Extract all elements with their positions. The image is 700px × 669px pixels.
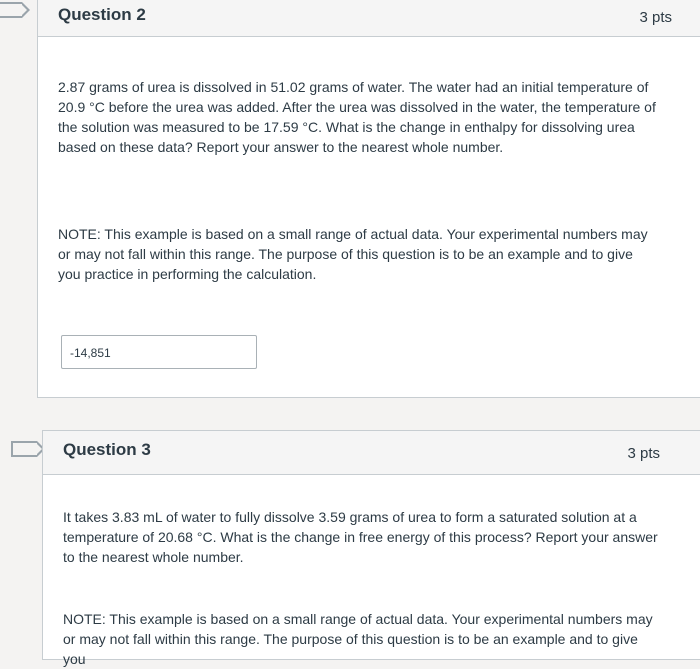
question-2-header — [38, 0, 700, 37]
question-2-note: NOTE: This example is based on a small range of actual data. Your experimental numbers may or may not fall within this range. The purpose of this question is to be an example and to give you practice in performing the calculation. — [58, 226, 648, 282]
question-2-flag-icon[interactable] — [0, 2, 22, 18]
question-2-answer-input[interactable]: -14,851 — [61, 335, 257, 369]
question-3-note: NOTE: This example is based on a small range of actual data. Your experimental numbers may or may not fall within this range. The purpose of this question is to be an example and to give you — [63, 611, 653, 667]
question-3-text: It takes 3.83 mL of water to fully dissolve 3.59 grams of urea to form a saturated solution at a temperature of 20.68 °C. What is the change in free energy of this process? Report your answer to the nearest whole number. — [63, 509, 658, 565]
question-2-title: Question 2 — [58, 5, 146, 24]
question-3-points: 3 pts — [627, 445, 660, 462]
question-3-card — [42, 430, 700, 667]
question-2-card — [37, 0, 700, 398]
question-2-points: 3 pts — [639, 9, 672, 26]
question-2-text: 2.87 grams of urea is dissolved in 51.02 grams of water. The water had an initial temperature of 20.9 °C before the urea was added. After the urea was dissolved in the water, the temperature of the solution was measured to be 17.59 °C. What is the change in enthalpy for dissolving urea based on these data? Report your answer to the nearest whole number. — [58, 79, 656, 155]
question-3-title: Question 3 — [63, 440, 151, 459]
question-3-header — [43, 431, 700, 475]
question-3-flag-icon[interactable] — [11, 441, 37, 457]
